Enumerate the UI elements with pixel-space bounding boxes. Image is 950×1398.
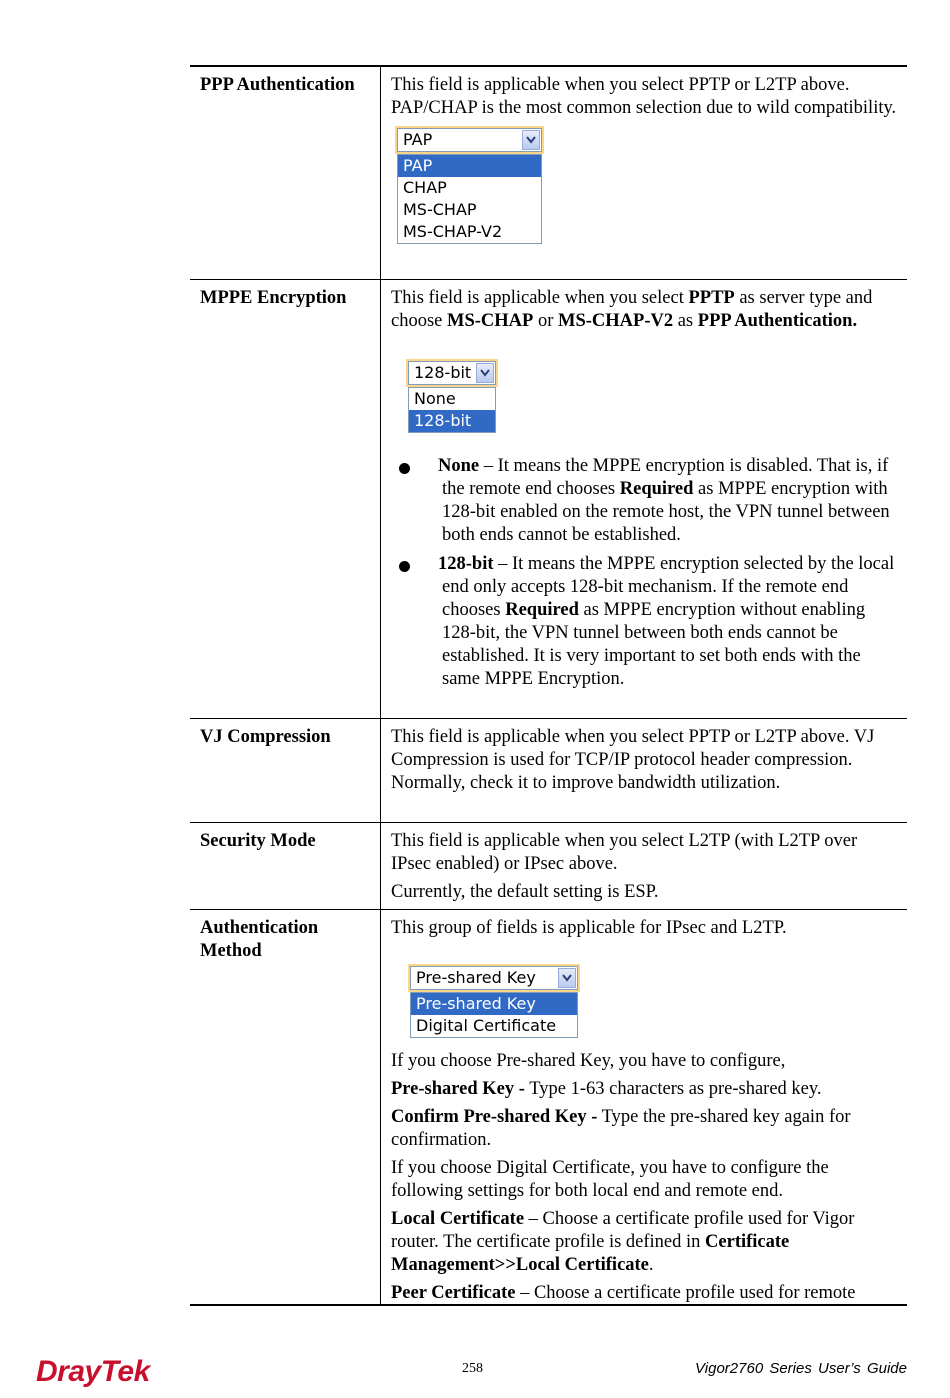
dropdown-selected[interactable] bbox=[397, 128, 542, 152]
row-label: Authentication Method bbox=[190, 910, 381, 1304]
dropdown-list bbox=[408, 387, 496, 433]
row-label: PPP Authentication bbox=[190, 67, 381, 279]
row-mppe-encryption bbox=[190, 280, 907, 719]
auth-method-dropdown[interactable] bbox=[410, 966, 578, 1038]
dropdown-option[interactable]: MS-CHAP-V2 bbox=[403, 222, 503, 241]
selected-value: 128-bit bbox=[414, 363, 472, 382]
dropdown-option[interactable]: PAP bbox=[398, 155, 541, 177]
dropdown-option[interactable]: Pre-shared Key bbox=[411, 993, 577, 1015]
paragraph: Confirm Pre-shared Key - Type the pre-shared key again for confirmation. bbox=[391, 1107, 851, 1150]
dropdown-list bbox=[410, 992, 578, 1038]
guide-title: Vigor2760 Series User’s Guide bbox=[695, 1360, 907, 1377]
row-ppp-authentication bbox=[190, 67, 907, 280]
row-vj-compression bbox=[190, 719, 907, 823]
dropdown-option[interactable]: MS-CHAP bbox=[403, 200, 477, 219]
dropdown-list bbox=[397, 154, 542, 244]
chevron-down-icon[interactable] bbox=[522, 130, 540, 150]
row-description bbox=[381, 67, 907, 279]
row-authentication-method bbox=[190, 910, 907, 1306]
row-security-mode bbox=[190, 823, 907, 910]
list-item-text: None – It means the MPPE encryption is disabled. That is, if the remote end chooses Required as MPPE encryption with 128-bit enabled on the remote host, the VPN tunnel between both ends cannot be established. bbox=[438, 456, 890, 545]
paragraph: Local Certificate – Choose a certificate profile used for Vigor router. The certificate profile is defined in Certificate Management>>Local Certificate. bbox=[391, 1209, 855, 1275]
list-item bbox=[391, 455, 899, 547]
ppp-auth-dropdown[interactable] bbox=[397, 128, 542, 244]
dropdown-option[interactable]: None bbox=[414, 389, 456, 408]
dropdown-option[interactable]: 128-bit bbox=[409, 410, 495, 432]
bullet-icon bbox=[399, 561, 410, 572]
dropdown-option[interactable]: Digital Certificate bbox=[416, 1016, 557, 1035]
bullet-icon bbox=[399, 463, 410, 474]
paragraph: Pre-shared Key - Type 1-63 characters as pre-shared key. bbox=[391, 1079, 822, 1099]
page-number: 258 bbox=[462, 1361, 483, 1376]
draytek-logo: DrayTek bbox=[36, 1355, 150, 1388]
paragraph: This field is applicable when you select L2TP (with L2TP over IPsec enabled) or IPsec above. bbox=[391, 831, 858, 874]
dropdown-selected[interactable] bbox=[408, 361, 496, 385]
row-description bbox=[381, 719, 907, 822]
row-label: MPPE Encryption bbox=[190, 280, 381, 718]
dropdown-option[interactable]: CHAP bbox=[403, 178, 447, 197]
dropdown-selected[interactable] bbox=[410, 966, 578, 990]
paragraph: This field is applicable when you select PPTP or L2TP above. VJ Compression is used for TCP/IP protocol header compression. Normally, check it to improve bandwidth utilization. bbox=[391, 727, 875, 793]
mppe-dropdown[interactable] bbox=[408, 361, 496, 433]
row-description bbox=[381, 910, 907, 1304]
paragraph: Peer Certificate – Choose a certificate profile used for remote bbox=[391, 1283, 856, 1303]
paragraph: If you choose Digital Certificate, you have to configure the following settings for both local end and remote end. bbox=[391, 1158, 829, 1201]
parameter-table bbox=[190, 65, 907, 1306]
paragraph: This group of fields is applicable for IPsec and L2TP. bbox=[391, 918, 787, 938]
row-label: Security Mode bbox=[190, 823, 381, 909]
list-item bbox=[391, 553, 899, 691]
row-description bbox=[381, 823, 907, 909]
paragraph: If you choose Pre-shared Key, you have to configure, bbox=[391, 1051, 786, 1071]
paragraph: This field is applicable when you select PPTP as server type and choose MS-CHAP or MS-CHAP-V2 as PPP Authentication. bbox=[391, 288, 873, 331]
row-label: VJ Compression bbox=[190, 719, 381, 822]
paragraph: Currently, the default setting is ESP. bbox=[391, 882, 659, 902]
list-item-text: 128-bit – It means the MPPE encryption selected by the local end only accepts 128-bit mechanism. If the remote end chooses Required as MPPE encryption without enabling 128-bit, the VPN tunnel between both ends cannot be established. It is very important to set both ends with the same MPPE Encryption. bbox=[438, 554, 895, 689]
row-description bbox=[381, 280, 907, 718]
bullet-list bbox=[391, 455, 899, 691]
paragraph: This field is applicable when you select PPTP or L2TP above. PAP/CHAP is the most common selection due to wild compatibility. bbox=[391, 75, 897, 118]
chevron-down-icon[interactable] bbox=[476, 363, 494, 383]
chevron-down-icon[interactable] bbox=[558, 968, 576, 988]
selected-value: Pre-shared Key bbox=[416, 968, 536, 987]
selected-value: PAP bbox=[403, 130, 433, 149]
